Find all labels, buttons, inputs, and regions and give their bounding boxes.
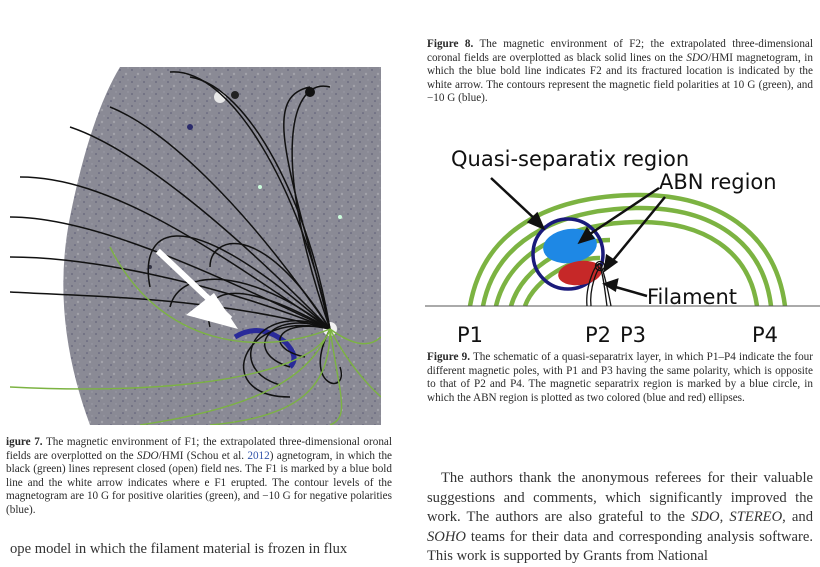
figure7-text-b: /HMI (Schou et al. bbox=[158, 449, 248, 462]
figure9-text: The schematic of a quasi-separatrix layer, in which P1–P4 indicate the four different magnetic poles, with P1 and P3 having the same polarity, which is opposite to that of P2 and P4. The magnetic separatrix region is marked by a blue circle, in which the ABN region is plotted as two colored (blue and red) ellipses. bbox=[427, 351, 813, 404]
figure8-text-a: The magnetic environment of F2; the extrapolated three-dimensional coronal fields are overplotted as black solid lines on the bbox=[427, 38, 813, 64]
acknowledgements-paragraph bbox=[427, 469, 813, 567]
ack-text-a: The authors thank the anonymous referees for their valuable suggestions and comments, which significantly improved the work. The authors are also grateful to the bbox=[427, 470, 813, 526]
magnetogram-graphic bbox=[10, 67, 381, 425]
label-quasi-separatrix: Quasi-separatix region bbox=[451, 147, 690, 171]
ack-sep1: , bbox=[719, 509, 730, 526]
figure7-caption bbox=[6, 436, 392, 518]
figure9-caption bbox=[427, 351, 813, 405]
figure7-text-c: ) agnetogram, in which the black (green) lines represent closed (open) field nes. The F1 is marked by a blue bold line and the white arrow indicates where e F1 erupted. The contour levels of the magnetogram are 10 G for positive olarities (green), and −10 G for negative polarities (blue). bbox=[6, 449, 393, 516]
figure7-label: igure 7. bbox=[6, 436, 43, 448]
figure8-sdo: SDO bbox=[686, 51, 709, 64]
figure8-caption bbox=[427, 38, 813, 106]
qsl-schematic-graphic bbox=[425, 140, 820, 346]
left-column-text-fragment: ope model in which the filament material is frozen in flux bbox=[10, 541, 348, 557]
label-p4: P4 bbox=[752, 323, 779, 346]
figure7-sdo: SDO bbox=[136, 449, 159, 462]
citation-link-2012[interactable]: 2012 bbox=[247, 449, 270, 462]
figure8-label: Figure 8. bbox=[427, 38, 474, 50]
label-abn-region: ABN region bbox=[659, 170, 777, 194]
figure7-text-a: The magnetic environment of F1; the extrapolated three-dimensional oronal fields are overplotted on the bbox=[6, 436, 392, 462]
ack-text-b: teams for their data and corresponding analysis software. This work is supported by Grants from National bbox=[427, 528, 813, 565]
label-p2: P2 bbox=[585, 323, 612, 346]
figure9-label: Figure 9. bbox=[427, 351, 471, 363]
label-p1: P1 bbox=[457, 323, 484, 346]
ack-stereo: STEREO bbox=[729, 509, 783, 526]
ack-sdo: SDO bbox=[691, 509, 720, 526]
ack-sep2: , and bbox=[782, 509, 813, 526]
label-p3: P3 bbox=[620, 323, 647, 346]
label-filament: Filament bbox=[647, 285, 738, 309]
figure8-text-b: /HMI magnetogram, in which the blue bold line indicates F2 and its fractured location is indicated by the white arrow. The contours represent the magnetic field polarities at 10 G (green), and −10 G (blue). bbox=[427, 51, 814, 105]
ack-soho: SOHO bbox=[427, 528, 466, 545]
figure9-schematic bbox=[425, 140, 820, 346]
figure7-image bbox=[10, 67, 381, 425]
